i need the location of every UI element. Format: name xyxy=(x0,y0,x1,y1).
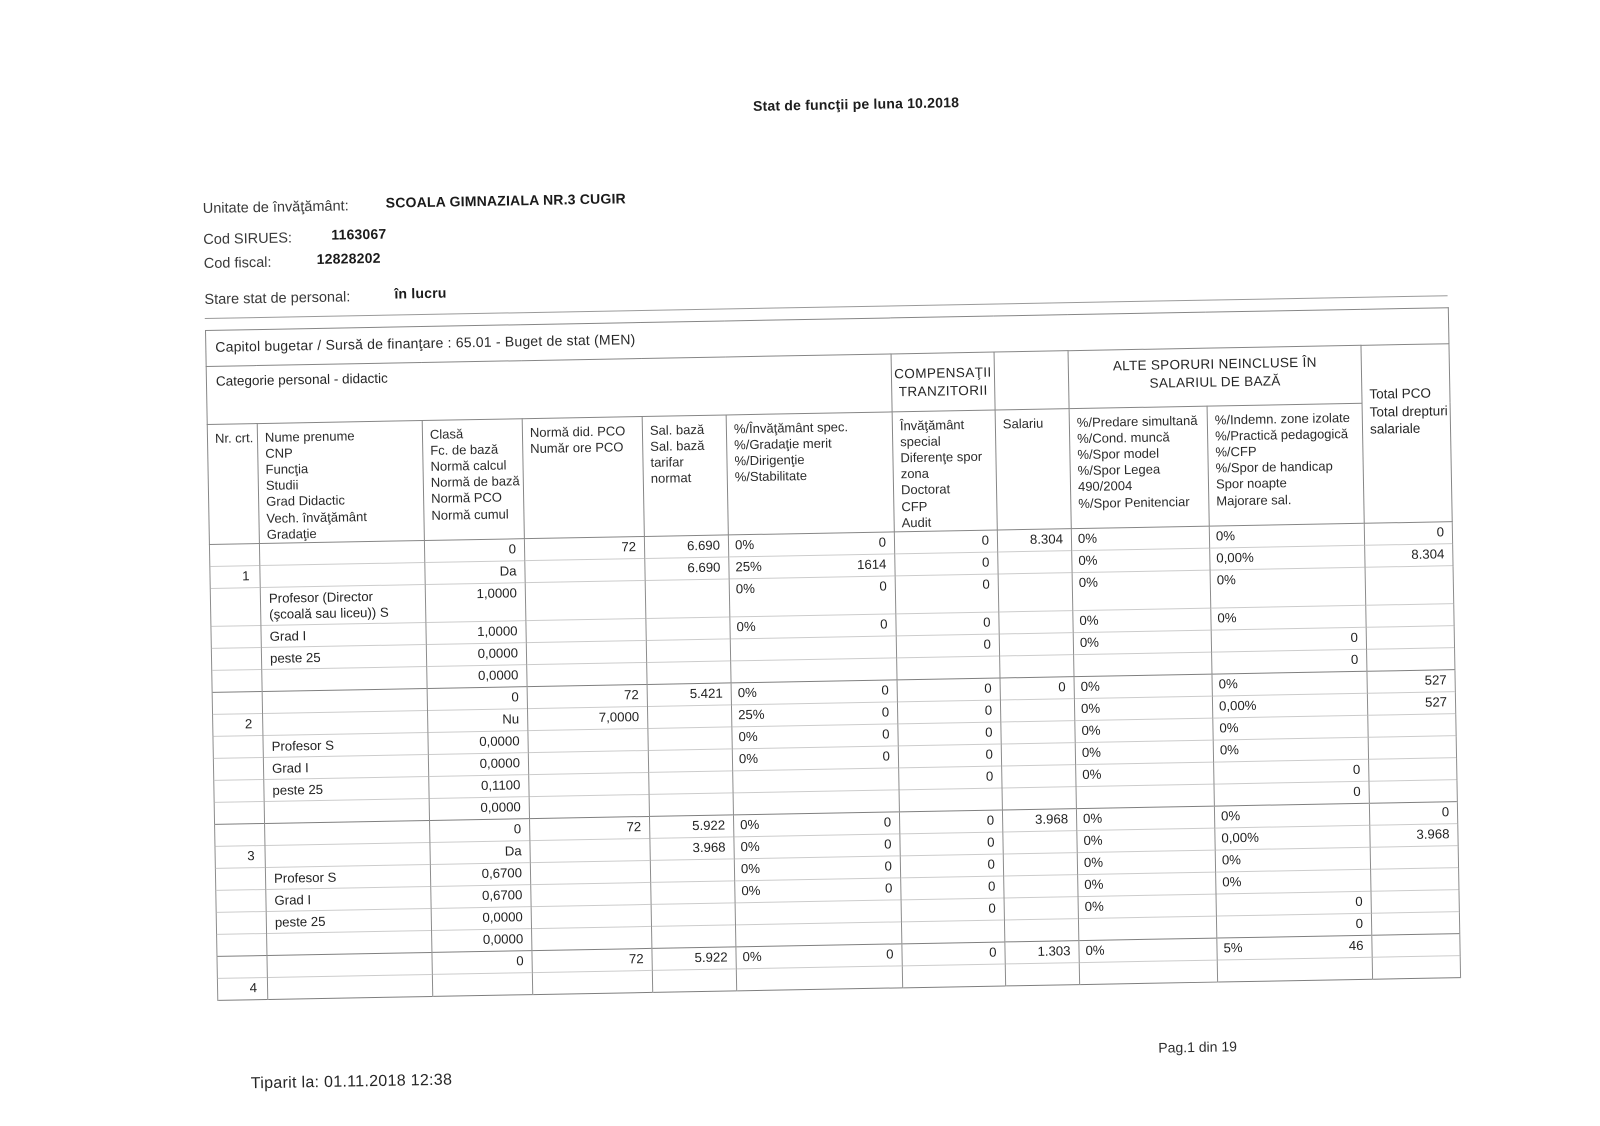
column-header-salariu: Salariu xyxy=(995,409,1071,530)
cell-salariu xyxy=(999,632,1073,655)
cell-sal xyxy=(646,617,730,641)
cell-pct xyxy=(733,812,899,837)
ind-percent: 0,00% xyxy=(1218,697,1257,714)
cell-nr xyxy=(215,823,265,846)
pct-amount: 0 xyxy=(884,880,893,896)
column-header-clasa: Clasă Fc. de bază Normă calcul Normă de bază Normă PCO Normă cumul xyxy=(422,419,524,541)
cell-total xyxy=(1371,867,1459,891)
pct-percent: 0% xyxy=(737,684,757,701)
cell-nr xyxy=(215,867,265,890)
cell-nr: 3 xyxy=(215,845,265,868)
cell-clasa: 0,0000 xyxy=(426,642,526,666)
cell-norma xyxy=(528,728,648,752)
cell-pct xyxy=(728,532,894,557)
cell-nr xyxy=(214,801,264,824)
pct-amount: 0 xyxy=(881,682,889,698)
cell-sal: 5.421 xyxy=(647,683,731,707)
cell-total xyxy=(1368,735,1456,759)
column-header-procente: %/Învăţământ spec. %/Gradaţie merit %/Dirigenţie %/Stabilitate xyxy=(726,412,894,535)
cell-salariu xyxy=(1001,720,1075,743)
cell-sal: 6.690 xyxy=(644,535,728,559)
cell-sal xyxy=(651,881,735,905)
compensatii-group-header: COMPENSAŢII TRANZITORII xyxy=(891,352,995,412)
cell-clasa: 0,0000 xyxy=(427,664,527,688)
cell-clasa: Da xyxy=(425,560,525,584)
cell-pred xyxy=(1079,960,1217,985)
pct-amount: 0 xyxy=(881,704,890,720)
cell-pred: 0% xyxy=(1072,570,1211,611)
cell-dif: 0 xyxy=(898,744,1001,768)
cell-salariu xyxy=(998,572,1073,611)
cell-pred: 0% xyxy=(1075,718,1213,743)
pct-amount: 0 xyxy=(882,748,891,764)
cell-sal xyxy=(648,727,732,751)
cell-norma: 72 xyxy=(524,536,644,560)
cell-name: Grad I xyxy=(263,754,428,779)
page-number: Pag.1 din 19 xyxy=(1158,1038,1238,1056)
categorie-band: Categorie personal - didactic xyxy=(206,354,892,425)
column-header-total: Total PCO Total drepturi salariale xyxy=(1361,344,1452,523)
cell-salariu xyxy=(1000,654,1074,677)
cell-dif: 0 xyxy=(902,942,1005,966)
cell-clasa: 0 xyxy=(427,686,527,710)
cell-pct xyxy=(733,768,899,793)
cell-salariu: 8.304 xyxy=(997,528,1071,551)
cell-nr: 1 xyxy=(210,565,260,588)
cell-sal xyxy=(647,705,731,729)
cell-dif: 0 xyxy=(896,612,999,636)
cell-sal xyxy=(649,793,733,817)
ind-percent: 5% xyxy=(1223,939,1243,956)
column-header-sal-baza: Sal. bază Sal. bază tarifar normat xyxy=(642,415,728,536)
cell-pct xyxy=(736,944,902,969)
cell-pct xyxy=(731,680,897,705)
ind-percent: 0% xyxy=(1215,527,1236,544)
cell-clasa: 0 xyxy=(430,818,530,842)
cell-name: Grad I xyxy=(261,622,426,647)
cell-nr xyxy=(212,691,262,714)
cell-norma xyxy=(526,640,646,664)
ind-percent: 0,00% xyxy=(1216,549,1254,566)
pct-amount: 0 xyxy=(879,578,887,594)
cell-total xyxy=(1365,565,1454,605)
cell-norma xyxy=(532,926,652,950)
cell-name xyxy=(263,710,428,735)
ind-percent: 0% xyxy=(1219,741,1240,758)
cell-norma: 72 xyxy=(532,948,652,972)
pct-percent: 25% xyxy=(737,706,765,723)
pct-amount: 0 xyxy=(883,814,892,830)
cell-pred xyxy=(1076,784,1214,809)
cell-norma: 72 xyxy=(530,816,650,840)
cell-name: Profesor S xyxy=(263,732,428,757)
cell-total xyxy=(1372,933,1460,957)
cell-nr: 2 xyxy=(213,713,263,736)
cell-norma xyxy=(526,618,646,642)
cell-pct xyxy=(730,614,896,639)
cell-clasa: 1,0000 xyxy=(425,582,526,622)
cell-name xyxy=(264,798,429,823)
empty-band-cell xyxy=(994,351,1069,410)
ind-percent: 0% xyxy=(1219,719,1239,736)
cell-sal xyxy=(652,969,736,993)
cell-ind xyxy=(1210,545,1365,570)
cell-sal xyxy=(646,639,730,663)
cell-ind xyxy=(1217,935,1372,960)
cell-norma xyxy=(525,580,646,620)
cell-name: Profesor S xyxy=(265,864,430,889)
cell-salariu xyxy=(1005,962,1079,985)
cell-name xyxy=(260,562,425,587)
cell-salariu xyxy=(1002,764,1076,787)
cell-pct xyxy=(731,658,897,683)
pct-amount: 0 xyxy=(884,858,893,874)
cell-name xyxy=(259,540,424,565)
cell-nr xyxy=(210,587,261,626)
cell-pct xyxy=(735,900,901,925)
cell-nr xyxy=(211,647,261,670)
cell-name xyxy=(265,842,430,867)
cell-pred: 0% xyxy=(1073,630,1211,655)
cell-dif xyxy=(899,788,1002,812)
cell-clasa: 0 xyxy=(432,950,532,974)
cell-salariu xyxy=(1001,742,1075,765)
cell-salariu xyxy=(1003,852,1077,875)
cell-sal xyxy=(648,749,732,773)
cell-clasa: 0,0000 xyxy=(428,730,528,754)
cell-ind xyxy=(1214,759,1369,784)
cell-salariu xyxy=(1003,830,1077,853)
cell-norma xyxy=(525,558,645,582)
cell-sal xyxy=(652,925,736,949)
cell-name: peste 25 xyxy=(264,776,429,801)
cell-name: peste 25 xyxy=(261,644,426,669)
cell-pct xyxy=(734,834,900,859)
cell-clasa: 0,6700 xyxy=(431,884,531,908)
cell-pred: 0% xyxy=(1076,762,1214,787)
cell-ind xyxy=(1213,737,1368,762)
ind-amount: 46 xyxy=(1348,937,1364,953)
cell-pred: 0% xyxy=(1072,548,1210,573)
cell-salariu xyxy=(1002,786,1076,809)
cell-sal xyxy=(649,771,733,795)
ind-percent: 0,00% xyxy=(1221,829,1260,846)
cod-fiscal-value: 12828202 xyxy=(316,249,381,267)
pct-percent: 0% xyxy=(736,618,756,635)
cell-name: peste 25 xyxy=(266,908,431,933)
cell-ind xyxy=(1216,913,1371,938)
alte-sporuri-group-header: ALTE SPORURI NEINCLUSE ÎN SALARIUL DE BAZĂ xyxy=(1068,345,1362,408)
cell-dif: 0 xyxy=(901,876,1004,900)
cell-nr xyxy=(213,757,263,780)
cell-nr xyxy=(217,955,267,978)
cell-dif: 0 xyxy=(900,832,1003,856)
cell-total xyxy=(1366,625,1454,649)
ind-percent: 0% xyxy=(1217,609,1237,626)
cell-clasa: 0,1100 xyxy=(429,774,529,798)
unitate-value: SCOALA GIMNAZIALA NR.3 CUGIR xyxy=(385,190,627,211)
cell-norma xyxy=(529,794,649,818)
cell-dif xyxy=(897,656,1000,680)
cell-clasa: 1,0000 xyxy=(426,620,526,644)
cell-norma xyxy=(532,970,652,994)
cell-pct xyxy=(732,724,898,749)
cell-total: 3.968 xyxy=(1370,823,1458,847)
cell-norma xyxy=(530,860,650,884)
cell-total: 527 xyxy=(1367,669,1455,693)
cell-pct xyxy=(729,554,895,579)
cell-name xyxy=(265,820,430,845)
cell-nr xyxy=(213,735,263,758)
column-header-invatamant-special: Învăţământ special Diferenţe spor zona Doctorat CFP Audit xyxy=(892,410,997,532)
cell-total: 0 xyxy=(1364,521,1452,545)
cell-total xyxy=(1367,647,1455,671)
cell-salariu xyxy=(1004,874,1078,897)
cell-norma xyxy=(531,882,651,906)
cell-salariu: 3.968 xyxy=(1002,808,1076,831)
cell-sal: 5.922 xyxy=(652,947,736,971)
ind-amount: 0 xyxy=(1355,915,1364,931)
cell-pct xyxy=(734,856,900,881)
column-header-norma: Normă did. PCO Număr ore PCO xyxy=(522,417,644,539)
cell-ind xyxy=(1215,847,1370,872)
cell-pct xyxy=(735,922,901,947)
column-header-name: Nume prenume CNP Funcţia Studii Grad Didactic Vech. învăţământ Gradaţie xyxy=(257,421,424,544)
pct-amount: 0 xyxy=(884,836,892,852)
cell-ind xyxy=(1215,825,1370,850)
cell-ind xyxy=(1211,605,1366,630)
cell-clasa: Nu xyxy=(428,708,528,732)
cell-dif: 0 xyxy=(898,722,1001,746)
cell-pred: 0% xyxy=(1077,850,1215,875)
cell-nr xyxy=(211,625,261,648)
pct-amount: 0 xyxy=(882,726,890,742)
cell-pred: 0% xyxy=(1075,740,1213,765)
cell-norma xyxy=(531,904,651,928)
pct-percent: 0% xyxy=(740,816,760,833)
cell-total xyxy=(1369,779,1457,803)
cell-clasa: 0,0000 xyxy=(432,928,532,952)
cell-total xyxy=(1372,955,1460,979)
cell-salariu xyxy=(1004,918,1078,941)
column-header-sporuri-1: %/Predare simultană %/Cond. muncă %/Spor model %/Spor Legea 490/2004 %/Spor Penitenciar xyxy=(1069,406,1209,528)
cell-ind xyxy=(1211,627,1366,652)
cell-total xyxy=(1368,713,1456,737)
staffing-table xyxy=(205,307,1461,1000)
cell-norma xyxy=(528,750,648,774)
cell-name: Grad I xyxy=(266,886,431,911)
cod-fiscal-label: Cod fiscal: xyxy=(203,254,272,273)
cell-ind xyxy=(1212,649,1367,674)
cell-ind xyxy=(1214,803,1369,828)
cell-clasa: 0,0000 xyxy=(428,752,528,776)
cell-total xyxy=(1369,757,1457,781)
cell-dif: 0 xyxy=(895,552,998,576)
ind-percent: 0% xyxy=(1220,807,1241,824)
printed-at: Tiparit la: 01.11.2018 12:38 xyxy=(250,1071,453,1093)
pct-percent: 0% xyxy=(734,536,755,553)
ind-amount: 0 xyxy=(1355,893,1363,909)
ind-percent: 0% xyxy=(1216,571,1236,588)
column-header-nr: Nr. crt. xyxy=(207,424,259,545)
cell-pred: 0% xyxy=(1073,608,1211,633)
cell-clasa: 0 xyxy=(424,538,524,562)
cell-norma xyxy=(527,662,647,686)
cell-dif: 0 xyxy=(901,898,1004,922)
cell-salariu xyxy=(998,550,1072,573)
cell-total xyxy=(1371,889,1459,913)
cell-total: 527 xyxy=(1367,691,1455,715)
table-body xyxy=(209,521,1460,1000)
pct-percent: 0% xyxy=(740,838,760,855)
cell-ind xyxy=(1217,957,1372,982)
cell-name xyxy=(267,930,432,955)
pct-amount: 0 xyxy=(880,616,888,632)
cell-pred: 0% xyxy=(1074,674,1212,699)
cell-dif: 0 xyxy=(896,634,999,658)
cell-ind xyxy=(1213,715,1368,740)
cell-ind xyxy=(1209,523,1364,548)
cell-name xyxy=(267,974,432,999)
cell-name: Profesor (Director (şcoală sau liceu)) S xyxy=(260,584,426,625)
cell-dif: 0 xyxy=(899,766,1002,790)
cell-clasa: Da xyxy=(430,840,530,864)
cell-total: 8.304 xyxy=(1365,543,1453,567)
cell-pct xyxy=(735,878,901,903)
column-header-sporuri-2: %/Indemn. zone izolate %/Practică pedagogică %/CFP %/Spor de handicap Spor noapte Majorare sal. xyxy=(1207,403,1364,526)
cell-pct xyxy=(729,576,896,617)
cell-pred: 0% xyxy=(1078,894,1216,919)
cell-norma: 7,0000 xyxy=(527,706,647,730)
cell-sal xyxy=(645,579,730,619)
cell-clasa: 0,0000 xyxy=(431,906,531,930)
ind-amount: 0 xyxy=(1350,651,1359,667)
stare-value: în lucru xyxy=(394,284,447,302)
cell-nr xyxy=(217,933,267,956)
cell-ind xyxy=(1214,781,1369,806)
cell-pred: 0% xyxy=(1078,872,1216,897)
cell-pct xyxy=(736,966,902,991)
ind-amount: 0 xyxy=(1350,629,1358,645)
cell-pred: 0% xyxy=(1076,806,1214,831)
cod-sirues-label: Cod SIRUES: xyxy=(203,230,293,249)
pct-percent: 0% xyxy=(741,882,761,899)
page-title: Stat de funcţii pe luna 10.2018 xyxy=(752,94,960,114)
cell-salariu xyxy=(999,610,1073,633)
cell-pred: 0% xyxy=(1079,938,1217,963)
cell-sal xyxy=(647,661,731,685)
cell-pred: 0% xyxy=(1074,696,1212,721)
cell-total xyxy=(1370,845,1458,869)
cell-norma xyxy=(530,838,650,862)
cell-dif: 0 xyxy=(897,700,1000,724)
ind-amount: 0 xyxy=(1353,783,1361,799)
pct-amount: 0 xyxy=(878,534,887,550)
cell-sal: 3.968 xyxy=(650,837,734,861)
cell-nr xyxy=(216,911,266,934)
cell-salariu: 1.303 xyxy=(1005,940,1079,963)
cell-sal xyxy=(651,903,735,927)
cell-nr: 4 xyxy=(217,977,267,1000)
column-header-row xyxy=(207,402,1452,545)
cell-sal: 5.922 xyxy=(649,815,733,839)
cell-sal: 6.690 xyxy=(645,557,729,581)
cell-pred xyxy=(1074,652,1212,677)
cell-norma: 72 xyxy=(527,684,647,708)
pct-percent: 0% xyxy=(742,948,762,965)
cell-clasa: 0,0000 xyxy=(429,796,529,820)
cell-pct xyxy=(732,746,898,771)
pct-percent: 25% xyxy=(735,558,762,575)
cell-dif: 0 xyxy=(899,810,1002,834)
cell-dif: 0 xyxy=(897,678,1000,702)
cod-sirues-value: 1163067 xyxy=(331,225,387,243)
cell-pct xyxy=(730,636,896,661)
cell-nr xyxy=(216,889,266,912)
cell-nr xyxy=(214,779,264,802)
cell-nr xyxy=(212,669,262,692)
cell-total: 0 xyxy=(1369,801,1457,825)
ind-amount: 0 xyxy=(1352,761,1361,777)
cell-name xyxy=(267,952,432,977)
unitate-label: Unitate de învăţământ: xyxy=(202,198,349,218)
cell-dif: 0 xyxy=(894,530,997,554)
cell-salariu xyxy=(1000,698,1074,721)
cell-dif xyxy=(902,964,1005,988)
cell-dif: 0 xyxy=(895,574,999,614)
cell-pct xyxy=(733,790,899,815)
cell-name xyxy=(262,666,427,691)
ind-percent: 0% xyxy=(1222,873,1242,890)
cell-ind xyxy=(1212,671,1367,696)
stare-label: Stare stat de personal: xyxy=(204,289,351,309)
cell-salariu xyxy=(1004,896,1078,919)
cell-name xyxy=(262,688,427,713)
pct-amount: 0 xyxy=(886,946,894,962)
cell-clasa: 0,6700 xyxy=(430,862,530,886)
cell-nr xyxy=(209,543,259,566)
cell-clasa xyxy=(432,972,532,996)
pct-percent: 0% xyxy=(740,860,761,877)
pct-percent: 0% xyxy=(738,750,759,767)
cell-ind xyxy=(1210,567,1366,608)
pct-percent: 0% xyxy=(735,580,756,597)
ind-percent: 0% xyxy=(1221,851,1242,868)
capitol-band: Capitol bugetar / Sursă de finanţare : 65.01 - Buget de stat (MEN) xyxy=(206,308,1449,367)
pct-amount: 1614 xyxy=(856,556,887,572)
cell-pred: 0% xyxy=(1071,526,1209,551)
cell-dif: 0 xyxy=(900,854,1003,878)
cell-pred xyxy=(1078,916,1216,941)
cell-total xyxy=(1366,603,1454,627)
cell-total xyxy=(1371,911,1459,935)
cell-pct xyxy=(731,702,897,727)
cell-dif xyxy=(901,920,1004,944)
pct-percent: 0% xyxy=(738,728,758,745)
cell-ind xyxy=(1216,891,1371,916)
ind-percent: 0% xyxy=(1218,675,1238,692)
cell-sal xyxy=(650,859,734,883)
cell-pred: 0% xyxy=(1077,828,1215,853)
cell-ind xyxy=(1216,869,1371,894)
cell-salariu: 0 xyxy=(1000,676,1074,699)
cell-norma xyxy=(529,772,649,796)
cell-ind xyxy=(1212,693,1367,718)
